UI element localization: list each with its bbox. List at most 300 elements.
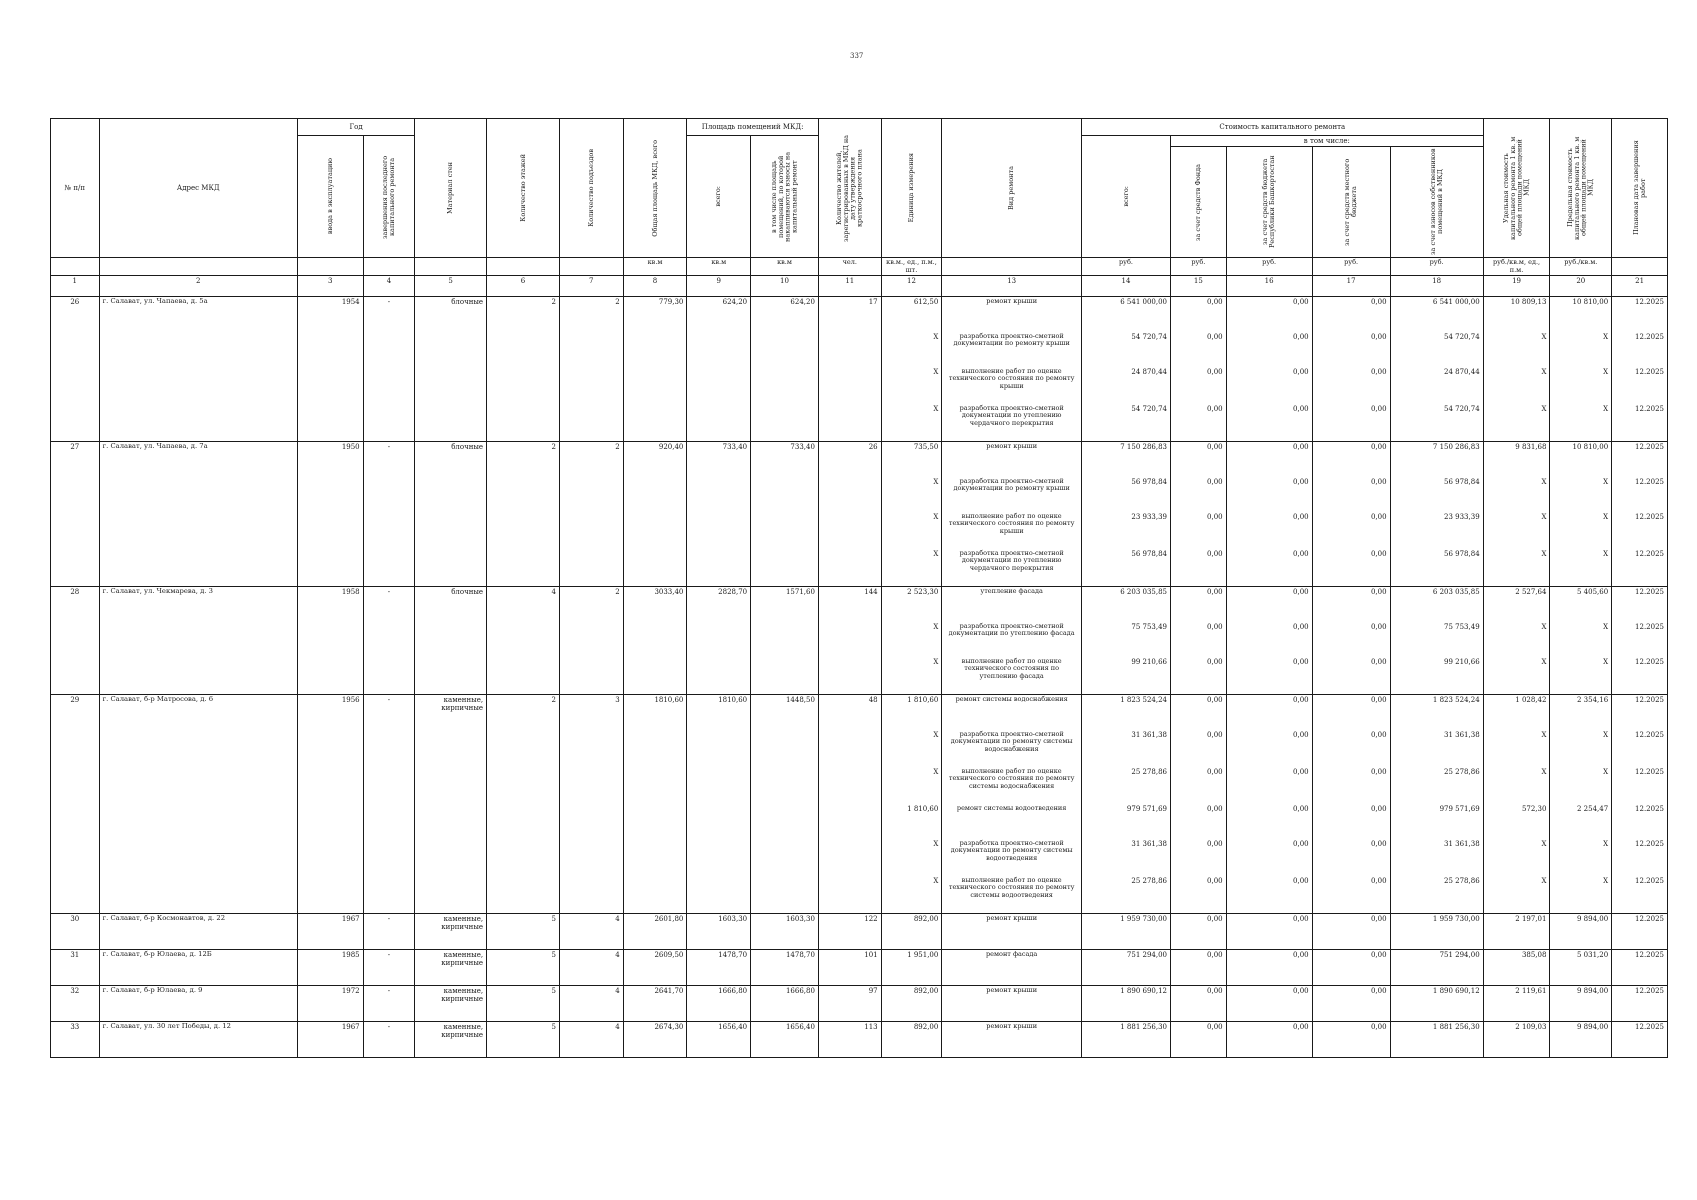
unit-cell: руб. bbox=[1312, 258, 1390, 276]
unit-qty-cell: X bbox=[881, 404, 942, 442]
work-type-cell: выполнение работ по оценке технического состояния по ремонту системы водоснабжения bbox=[942, 767, 1082, 804]
work-row bbox=[51, 477, 1668, 512]
wall-material-cell bbox=[415, 332, 487, 367]
cost-republic-cell: 0,00 bbox=[1226, 404, 1312, 442]
unit-qty-cell: X bbox=[881, 549, 942, 587]
premises-paying-cell: 1603,30 bbox=[751, 913, 819, 949]
work-row bbox=[51, 767, 1668, 804]
premises-total-cell: 2828,70 bbox=[687, 586, 751, 622]
table-body bbox=[51, 296, 1668, 1057]
address-cell bbox=[99, 730, 297, 767]
residents-cell: 17 bbox=[818, 296, 881, 332]
last-repair-year-cell bbox=[363, 622, 415, 657]
specific-cost-cell: 572,30 bbox=[1483, 804, 1550, 839]
total-area-cell: 2641,70 bbox=[623, 985, 687, 1021]
cost-owners-cell: 24 870,44 bbox=[1390, 367, 1483, 404]
col-year-completion-header: завершения последнего капитального ремонта bbox=[363, 136, 415, 258]
wall-material-cell: блочные bbox=[415, 441, 487, 477]
floors-cell bbox=[487, 512, 560, 549]
col-specific-cost-header: Удельная стоимость капитального ремонта 1 кв. м общей площади помещений МКД bbox=[1483, 119, 1550, 258]
unit-qty-cell: X bbox=[881, 657, 942, 695]
premises-paying-cell bbox=[751, 730, 819, 767]
floors-cell bbox=[487, 549, 560, 587]
last-repair-year-cell: - bbox=[363, 441, 415, 477]
cost-total-cell: 1 881 256,30 bbox=[1081, 1021, 1170, 1057]
max-cost-cell: X bbox=[1550, 512, 1612, 549]
address-cell: г. Салават, б-р Юлаева, д. 12Б bbox=[99, 949, 297, 985]
column-number-cell: 6 bbox=[487, 275, 560, 296]
last-repair-year-cell bbox=[363, 332, 415, 367]
row-number-cell: 33 bbox=[51, 1021, 100, 1057]
column-number-cell: 8 bbox=[623, 275, 687, 296]
last-repair-year-cell bbox=[363, 549, 415, 587]
address-cell bbox=[99, 657, 297, 695]
cost-total-cell: 1 890 690,12 bbox=[1081, 985, 1170, 1021]
unit-qty-cell: X bbox=[881, 477, 942, 512]
premises-total-cell: 624,20 bbox=[687, 296, 751, 332]
cost-fund-cell: 0,00 bbox=[1171, 549, 1227, 587]
col-fund-header: за счет средств Фонда bbox=[1171, 147, 1227, 258]
commission-year-cell bbox=[297, 730, 363, 767]
cost-fund-cell: 0,00 bbox=[1171, 367, 1227, 404]
deadline-cell: 12.2025 bbox=[1612, 441, 1668, 477]
premises-paying-cell: 733,40 bbox=[751, 441, 819, 477]
address-cell: г. Салават, ул. Чапаева, д. 7а bbox=[99, 441, 297, 477]
cost-local-cell: 0,00 bbox=[1312, 1021, 1390, 1057]
deadline-cell: 12.2025 bbox=[1612, 622, 1668, 657]
total-area-cell: 2674,30 bbox=[623, 1021, 687, 1057]
address-cell bbox=[99, 876, 297, 914]
work-row bbox=[51, 876, 1668, 914]
cost-republic-cell: 0,00 bbox=[1226, 913, 1312, 949]
cost-total-cell: 99 210,66 bbox=[1081, 657, 1170, 695]
row-number-cell: 28 bbox=[51, 586, 100, 622]
work-type-cell: разработка проектно-сметной документации по ремонту крыши bbox=[942, 477, 1082, 512]
floors-cell bbox=[487, 839, 560, 876]
address-cell bbox=[99, 512, 297, 549]
unit-qty-cell: 892,00 bbox=[881, 1021, 942, 1057]
unit-qty-cell: X bbox=[881, 332, 942, 367]
last-repair-year-cell: - bbox=[363, 586, 415, 622]
premises-total-cell: 1810,60 bbox=[687, 694, 751, 730]
cost-fund-cell: 0,00 bbox=[1171, 839, 1227, 876]
premises-paying-cell: 1666,80 bbox=[751, 985, 819, 1021]
unit-qty-cell: 2 523,30 bbox=[881, 586, 942, 622]
column-number-cell: 11 bbox=[818, 275, 881, 296]
premises-total-cell: 733,40 bbox=[687, 441, 751, 477]
unit-cell bbox=[415, 258, 487, 276]
cost-fund-cell: 0,00 bbox=[1171, 767, 1227, 804]
premises-paying-cell: 1448,50 bbox=[751, 694, 819, 730]
specific-cost-cell: X bbox=[1483, 477, 1550, 512]
total-area-cell: 3033,40 bbox=[623, 586, 687, 622]
col-cost-group-header: Стоимость капитального ремонта bbox=[1081, 119, 1483, 136]
cost-local-cell: 0,00 bbox=[1312, 622, 1390, 657]
entrances-cell bbox=[559, 549, 623, 587]
entrances-cell: 2 bbox=[559, 296, 623, 332]
total-area-cell: 2609,50 bbox=[623, 949, 687, 985]
row-number-cell: 26 bbox=[51, 296, 100, 332]
deadline-cell: 12.2025 bbox=[1612, 1021, 1668, 1057]
max-cost-cell: 9 894,00 bbox=[1550, 985, 1612, 1021]
column-number-cell: 19 bbox=[1483, 275, 1550, 296]
column-number-cell: 4 bbox=[363, 275, 415, 296]
column-numbers-row bbox=[51, 275, 1668, 296]
floors-cell bbox=[487, 404, 560, 442]
cost-republic-cell: 0,00 bbox=[1226, 512, 1312, 549]
commission-year-cell bbox=[297, 767, 363, 804]
max-cost-cell: 5 031,20 bbox=[1550, 949, 1612, 985]
deadline-cell: 12.2025 bbox=[1612, 804, 1668, 839]
col-max-cost-header: Предельная стоимость капитального ремонта 1 кв. м общей площади помещений МКД bbox=[1550, 119, 1612, 258]
premises-total-cell: 1603,30 bbox=[687, 913, 751, 949]
commission-year-cell: 1954 bbox=[297, 296, 363, 332]
max-cost-cell: 10 810,00 bbox=[1550, 296, 1612, 332]
floors-cell bbox=[487, 876, 560, 914]
building-row bbox=[51, 296, 1668, 332]
max-cost-cell: X bbox=[1550, 367, 1612, 404]
deadline-cell: 12.2025 bbox=[1612, 985, 1668, 1021]
unit-cell bbox=[942, 258, 1082, 276]
total-area-cell bbox=[623, 367, 687, 404]
address-cell bbox=[99, 804, 297, 839]
cost-owners-cell: 31 361,38 bbox=[1390, 839, 1483, 876]
row-number-cell bbox=[51, 767, 100, 804]
entrances-cell: 4 bbox=[559, 1021, 623, 1057]
unit-cell bbox=[363, 258, 415, 276]
work-type-cell: ремонт крыши bbox=[942, 441, 1082, 477]
wall-material-cell: каменные, кирпичные bbox=[415, 985, 487, 1021]
unit-cell bbox=[559, 258, 623, 276]
work-row bbox=[51, 549, 1668, 587]
col-year-commission-header: ввода в эксплуатацию bbox=[297, 136, 363, 258]
total-area-cell bbox=[623, 730, 687, 767]
building-row bbox=[51, 586, 1668, 622]
cost-republic-cell: 0,00 bbox=[1226, 949, 1312, 985]
floors-cell: 5 bbox=[487, 913, 560, 949]
cost-owners-cell: 1 890 690,12 bbox=[1390, 985, 1483, 1021]
work-type-cell: разработка проектно-сметной документации по утеплению фасада bbox=[942, 622, 1082, 657]
cost-local-cell: 0,00 bbox=[1312, 804, 1390, 839]
floors-cell bbox=[487, 622, 560, 657]
max-cost-cell: 2 354,16 bbox=[1550, 694, 1612, 730]
cost-republic-cell: 0,00 bbox=[1226, 804, 1312, 839]
repair-plan-table bbox=[50, 118, 1668, 1058]
cost-local-cell: 0,00 bbox=[1312, 694, 1390, 730]
cost-republic-cell: 0,00 bbox=[1226, 477, 1312, 512]
unit-cell: кв.м., ед., п.м., шт. bbox=[881, 258, 942, 276]
col-local-header: за счет средств местного бюджета bbox=[1312, 147, 1390, 258]
work-row bbox=[51, 730, 1668, 767]
work-type-cell: разработка проектно-сметной документации по ремонту системы водоснабжения bbox=[942, 730, 1082, 767]
column-number-cell: 2 bbox=[99, 275, 297, 296]
column-number-cell: 17 bbox=[1312, 275, 1390, 296]
premises-paying-cell bbox=[751, 876, 819, 914]
cost-local-cell: 0,00 bbox=[1312, 730, 1390, 767]
unit-cell: кв.м bbox=[623, 258, 687, 276]
work-type-cell: разработка проектно-сметной документации по ремонту крыши bbox=[942, 332, 1082, 367]
column-number-cell: 3 bbox=[297, 275, 363, 296]
cost-fund-cell: 0,00 bbox=[1171, 404, 1227, 442]
wall-material-cell bbox=[415, 839, 487, 876]
cost-republic-cell: 0,00 bbox=[1226, 839, 1312, 876]
unit-cell bbox=[99, 258, 297, 276]
wall-material-cell bbox=[415, 549, 487, 587]
row-number-cell bbox=[51, 622, 100, 657]
cost-fund-cell: 0,00 bbox=[1171, 876, 1227, 914]
premises-total-cell bbox=[687, 549, 751, 587]
deadline-cell: 12.2025 bbox=[1612, 876, 1668, 914]
commission-year-cell bbox=[297, 549, 363, 587]
max-cost-cell: X bbox=[1550, 730, 1612, 767]
cost-total-cell: 979 571,69 bbox=[1081, 804, 1170, 839]
max-cost-cell: 2 254,47 bbox=[1550, 804, 1612, 839]
specific-cost-cell: X bbox=[1483, 549, 1550, 587]
cost-owners-cell: 1 881 256,30 bbox=[1390, 1021, 1483, 1057]
work-type-cell: ремонт крыши bbox=[942, 913, 1082, 949]
work-type-cell: ремонт крыши bbox=[942, 985, 1082, 1021]
unit-cell: руб. bbox=[1226, 258, 1312, 276]
deadline-cell: 12.2025 bbox=[1612, 296, 1668, 332]
commission-year-cell bbox=[297, 839, 363, 876]
row-number-cell bbox=[51, 404, 100, 442]
cost-republic-cell: 0,00 bbox=[1226, 296, 1312, 332]
entrances-cell: 4 bbox=[559, 913, 623, 949]
commission-year-cell bbox=[297, 404, 363, 442]
max-cost-cell: 5 405,60 bbox=[1550, 586, 1612, 622]
residents-cell bbox=[818, 804, 881, 839]
premises-total-cell bbox=[687, 657, 751, 695]
wall-material-cell bbox=[415, 404, 487, 442]
residents-cell bbox=[818, 404, 881, 442]
column-number-cell: 7 bbox=[559, 275, 623, 296]
max-cost-cell: 9 894,00 bbox=[1550, 913, 1612, 949]
commission-year-cell: 1985 bbox=[297, 949, 363, 985]
last-repair-year-cell: - bbox=[363, 694, 415, 730]
deadline-cell: 12.2025 bbox=[1612, 657, 1668, 695]
premises-paying-cell bbox=[751, 477, 819, 512]
col-entrances-header: Количество подъездов bbox=[559, 119, 623, 258]
wall-material-cell: каменные, кирпичные bbox=[415, 949, 487, 985]
last-repair-year-cell bbox=[363, 839, 415, 876]
commission-year-cell bbox=[297, 367, 363, 404]
column-number-cell: 15 bbox=[1171, 275, 1227, 296]
cost-local-cell: 0,00 bbox=[1312, 332, 1390, 367]
cost-fund-cell: 0,00 bbox=[1171, 296, 1227, 332]
entrances-cell bbox=[559, 876, 623, 914]
specific-cost-cell: X bbox=[1483, 767, 1550, 804]
specific-cost-cell: X bbox=[1483, 367, 1550, 404]
building-row bbox=[51, 949, 1668, 985]
building-row bbox=[51, 913, 1668, 949]
unit-cell: чел. bbox=[818, 258, 881, 276]
specific-cost-cell: X bbox=[1483, 657, 1550, 695]
cost-total-cell: 25 278,86 bbox=[1081, 767, 1170, 804]
entrances-cell bbox=[559, 404, 623, 442]
premises-paying-cell: 1478,70 bbox=[751, 949, 819, 985]
cost-republic-cell: 0,00 bbox=[1226, 586, 1312, 622]
column-number-cell: 18 bbox=[1390, 275, 1483, 296]
cost-republic-cell: 0,00 bbox=[1226, 730, 1312, 767]
row-number-cell: 32 bbox=[51, 985, 100, 1021]
cost-total-cell: 23 933,39 bbox=[1081, 512, 1170, 549]
header-row-1 bbox=[51, 119, 1668, 136]
col-premises-group-header: Площадь помещений МКД: bbox=[687, 119, 819, 136]
specific-cost-cell: X bbox=[1483, 404, 1550, 442]
cost-local-cell: 0,00 bbox=[1312, 512, 1390, 549]
col-deadline-header: Плановая дата завершения работ bbox=[1612, 119, 1668, 258]
premises-paying-cell bbox=[751, 839, 819, 876]
work-type-cell: выполнение работ по оценке технического состояния по ремонту системы водоотведения bbox=[942, 876, 1082, 914]
row-number-cell: 29 bbox=[51, 694, 100, 730]
cost-republic-cell: 0,00 bbox=[1226, 367, 1312, 404]
premises-paying-cell bbox=[751, 332, 819, 367]
specific-cost-cell: X bbox=[1483, 622, 1550, 657]
cost-republic-cell: 0,00 bbox=[1226, 332, 1312, 367]
row-number-cell: 31 bbox=[51, 949, 100, 985]
deadline-cell: 12.2025 bbox=[1612, 549, 1668, 587]
cost-fund-cell: 0,00 bbox=[1171, 730, 1227, 767]
wall-material-cell: каменные, кирпичные bbox=[415, 1021, 487, 1057]
residents-cell: 48 bbox=[818, 694, 881, 730]
work-row bbox=[51, 367, 1668, 404]
cost-owners-cell: 6 541 000,00 bbox=[1390, 296, 1483, 332]
max-cost-cell: X bbox=[1550, 549, 1612, 587]
work-row bbox=[51, 332, 1668, 367]
unit-qty-cell: X bbox=[881, 622, 942, 657]
building-row bbox=[51, 441, 1668, 477]
cost-total-cell: 751 294,00 bbox=[1081, 949, 1170, 985]
address-cell: г. Салават, б-р Матросова, д. 6 bbox=[99, 694, 297, 730]
cost-local-cell: 0,00 bbox=[1312, 767, 1390, 804]
cost-fund-cell: 0,00 bbox=[1171, 657, 1227, 695]
unit-cell bbox=[487, 258, 560, 276]
unit-qty-cell: X bbox=[881, 876, 942, 914]
premises-total-cell bbox=[687, 622, 751, 657]
unit-cell: руб. bbox=[1171, 258, 1227, 276]
cost-total-cell: 54 720,74 bbox=[1081, 404, 1170, 442]
column-number-cell: 1 bbox=[51, 275, 100, 296]
cost-fund-cell: 0,00 bbox=[1171, 949, 1227, 985]
deadline-cell: 12.2025 bbox=[1612, 839, 1668, 876]
cost-owners-cell: 25 278,86 bbox=[1390, 767, 1483, 804]
unit-qty-cell: X bbox=[881, 367, 942, 404]
cost-republic-cell: 0,00 bbox=[1226, 767, 1312, 804]
premises-paying-cell bbox=[751, 512, 819, 549]
row-number-cell bbox=[51, 332, 100, 367]
column-number-cell: 10 bbox=[751, 275, 819, 296]
last-repair-year-cell bbox=[363, 404, 415, 442]
cost-fund-cell: 0,00 bbox=[1171, 804, 1227, 839]
work-row bbox=[51, 622, 1668, 657]
residents-cell bbox=[818, 839, 881, 876]
work-type-cell: разработка проектно-сметной документации по утеплению чердачного перекрытия bbox=[942, 549, 1082, 587]
floors-cell bbox=[487, 367, 560, 404]
cost-fund-cell: 0,00 bbox=[1171, 1021, 1227, 1057]
row-number-cell bbox=[51, 657, 100, 695]
max-cost-cell: X bbox=[1550, 332, 1612, 367]
total-area-cell bbox=[623, 332, 687, 367]
premises-total-cell: 1666,80 bbox=[687, 985, 751, 1021]
specific-cost-cell: 10 809,13 bbox=[1483, 296, 1550, 332]
entrances-cell bbox=[559, 622, 623, 657]
total-area-cell bbox=[623, 804, 687, 839]
building-row bbox=[51, 1021, 1668, 1057]
row-number-cell bbox=[51, 839, 100, 876]
specific-cost-cell: 1 028,42 bbox=[1483, 694, 1550, 730]
total-area-cell bbox=[623, 876, 687, 914]
wall-material-cell bbox=[415, 367, 487, 404]
work-row bbox=[51, 839, 1668, 876]
deadline-cell: 12.2025 bbox=[1612, 367, 1668, 404]
unit-qty-cell: X bbox=[881, 512, 942, 549]
unit-cell: руб./кв.м. bbox=[1550, 258, 1612, 276]
deadline-cell: 12.2025 bbox=[1612, 949, 1668, 985]
cost-republic-cell: 0,00 bbox=[1226, 441, 1312, 477]
deadline-cell: 12.2025 bbox=[1612, 512, 1668, 549]
specific-cost-cell: 2 109,03 bbox=[1483, 1021, 1550, 1057]
cost-local-cell: 0,00 bbox=[1312, 876, 1390, 914]
units-row bbox=[51, 258, 1668, 276]
premises-paying-cell bbox=[751, 767, 819, 804]
premises-total-cell: 1656,40 bbox=[687, 1021, 751, 1057]
specific-cost-cell: 2 527,64 bbox=[1483, 586, 1550, 622]
col-republic-header: за счет средств бюджета Республики Башкортостан bbox=[1226, 147, 1312, 258]
address-cell bbox=[99, 622, 297, 657]
cost-fund-cell: 0,00 bbox=[1171, 441, 1227, 477]
unit-cell: кв.м bbox=[751, 258, 819, 276]
cost-owners-cell: 54 720,74 bbox=[1390, 332, 1483, 367]
wall-material-cell bbox=[415, 876, 487, 914]
col-address-header: Адрес МКД bbox=[99, 119, 297, 258]
column-number-cell: 20 bbox=[1550, 275, 1612, 296]
unit-qty-cell: 892,00 bbox=[881, 913, 942, 949]
premises-paying-cell bbox=[751, 804, 819, 839]
cost-local-cell: 0,00 bbox=[1312, 441, 1390, 477]
deadline-cell: 12.2025 bbox=[1612, 332, 1668, 367]
cost-owners-cell: 23 933,39 bbox=[1390, 512, 1483, 549]
wall-material-cell bbox=[415, 512, 487, 549]
column-number-cell: 21 bbox=[1612, 275, 1668, 296]
row-number-cell bbox=[51, 804, 100, 839]
wall-material-cell bbox=[415, 767, 487, 804]
entrances-cell: 2 bbox=[559, 441, 623, 477]
cost-republic-cell: 0,00 bbox=[1226, 1021, 1312, 1057]
floors-cell: 5 bbox=[487, 1021, 560, 1057]
deadline-cell: 12.2025 bbox=[1612, 477, 1668, 512]
unit-qty-cell: X bbox=[881, 730, 942, 767]
address-cell bbox=[99, 404, 297, 442]
deadline-cell: 12.2025 bbox=[1612, 586, 1668, 622]
premises-paying-cell: 624,20 bbox=[751, 296, 819, 332]
cost-republic-cell: 0,00 bbox=[1226, 694, 1312, 730]
unit-cell bbox=[297, 258, 363, 276]
cost-fund-cell: 0,00 bbox=[1171, 913, 1227, 949]
floors-cell: 5 bbox=[487, 949, 560, 985]
floors-cell bbox=[487, 767, 560, 804]
entrances-cell bbox=[559, 512, 623, 549]
max-cost-cell: 9 894,00 bbox=[1550, 1021, 1612, 1057]
entrances-cell bbox=[559, 804, 623, 839]
residents-cell bbox=[818, 657, 881, 695]
commission-year-cell bbox=[297, 804, 363, 839]
total-area-cell: 779,30 bbox=[623, 296, 687, 332]
cost-owners-cell: 54 720,74 bbox=[1390, 404, 1483, 442]
floors-cell: 2 bbox=[487, 441, 560, 477]
work-row bbox=[51, 512, 1668, 549]
last-repair-year-cell: - bbox=[363, 296, 415, 332]
work-type-cell: выполнение работ по оценке технического состояния по утеплению фасада bbox=[942, 657, 1082, 695]
